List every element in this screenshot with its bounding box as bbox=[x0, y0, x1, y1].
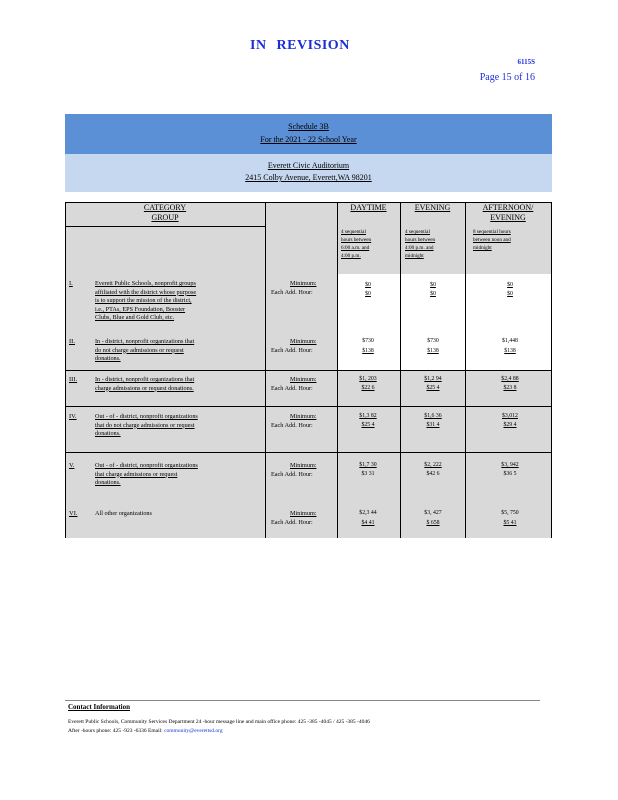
group-header: GROUP bbox=[151, 213, 179, 222]
evening-min: $0 bbox=[430, 282, 436, 288]
daytime-add: $4 41 bbox=[361, 520, 375, 526]
contact-heading: Contact Information bbox=[68, 703, 131, 711]
evening-header: EVENING bbox=[414, 203, 451, 212]
row-roman: III. bbox=[69, 376, 78, 383]
daytime-min: $0 bbox=[365, 282, 371, 288]
daytime-hours-desc: 4 sequential hours between 6:00 a.m. and 4:00 p.m. bbox=[341, 229, 372, 259]
evening-add: $ 658 bbox=[426, 520, 440, 526]
each-add-hour-label: Each Add. Hour: bbox=[271, 347, 313, 354]
footer-divider bbox=[65, 700, 540, 701]
daytime-min: $730 bbox=[362, 338, 374, 344]
each-add-hour-label: Each Add. Hour: bbox=[271, 519, 313, 526]
email-link[interactable]: community@everettsd.org bbox=[164, 728, 223, 734]
row-description: In - district, nonprofit organizations that charge admissions or request donations. bbox=[95, 376, 195, 392]
evening-min: $3, 427 bbox=[424, 510, 442, 516]
each-add-hour-label: Each Add. Hour: bbox=[271, 385, 313, 392]
category-header: CATEGORY bbox=[143, 203, 187, 212]
evening-add: $138 bbox=[427, 348, 439, 354]
evening-min: $1,2 94 bbox=[424, 376, 442, 382]
minimum-label: Minimum: bbox=[290, 510, 317, 517]
daytime-min: $1,7 30 bbox=[359, 462, 377, 468]
afternoon-min: $0 bbox=[507, 282, 513, 288]
evening-add: $31 4 bbox=[426, 422, 440, 428]
afternoon-min: $2,4 88 bbox=[501, 376, 519, 382]
venue-name: Everett Civic Auditorium bbox=[267, 161, 350, 170]
schedule-year: For the 2021 - 22 School Year bbox=[260, 135, 357, 144]
afternoon-add: $5 41 bbox=[503, 520, 517, 526]
evening-min: $2, 222 bbox=[424, 462, 442, 468]
row-roman: V. bbox=[69, 462, 75, 469]
daytime-add: $25 4 bbox=[361, 422, 375, 428]
daytime-add: $138 bbox=[362, 348, 374, 354]
minimum-label: Minimum: bbox=[290, 280, 317, 287]
daytime-min: $2,3 44 bbox=[359, 510, 377, 516]
evening-min: $730 bbox=[427, 338, 439, 344]
rate-table bbox=[65, 202, 552, 538]
afternoon-min: $5, 750 bbox=[501, 510, 519, 516]
afternoon-add: $36 5 bbox=[503, 471, 517, 477]
contact-line-2 bbox=[68, 728, 223, 734]
each-add-hour-label: Each Add. Hour: bbox=[271, 289, 313, 296]
row-description: Out - of - district, nonprofit organizations that charge admissions or request donations. bbox=[95, 462, 198, 486]
row-roman: I. bbox=[69, 280, 73, 287]
page-number: Page 15 of 16 bbox=[479, 72, 535, 83]
afternoon-add: $138 bbox=[504, 348, 516, 354]
afternoon-min: $3,012 bbox=[502, 413, 518, 419]
afternoon-header: AFTERNOON/ bbox=[482, 203, 534, 212]
daytime-add: $0 bbox=[365, 291, 371, 297]
schedule-banner bbox=[65, 114, 552, 154]
afternoon-hours-desc: 8 sequential hours between noon and midnight bbox=[473, 229, 511, 251]
row-description: All other organizations bbox=[95, 510, 152, 517]
venue-address: 2415 Colby Avenue, Everett,WA 98201 bbox=[245, 173, 372, 182]
policy-code: 6115S bbox=[517, 58, 535, 66]
minimum-label: Minimum: bbox=[290, 462, 317, 469]
minimum-label: Minimum: bbox=[290, 338, 317, 345]
afternoon-add: $0 bbox=[507, 291, 513, 297]
row-roman: IV. bbox=[69, 413, 77, 420]
afternoon-min: $1,448 bbox=[502, 338, 518, 344]
daytime-add: $3 31 bbox=[361, 471, 375, 477]
daytime-add: $22 6 bbox=[361, 385, 375, 391]
daytime-header: DAYTIME bbox=[350, 203, 387, 212]
afternoon-add: $29 4 bbox=[503, 422, 517, 428]
minimum-label: Minimum: bbox=[290, 376, 317, 383]
afternoon-add: $23 8 bbox=[503, 385, 517, 391]
row-roman: II. bbox=[69, 338, 75, 345]
evening-add: $25 4 bbox=[426, 385, 440, 391]
each-add-hour-label: Each Add. Hour: bbox=[271, 471, 313, 478]
row-description: In - district, nonprofit organizations that do not charge admissions or request donations. bbox=[95, 338, 195, 362]
row-roman: VI. bbox=[69, 510, 78, 517]
row-description: Out - of - district, nonprofit organizations that do not charge admissions or request donations. bbox=[95, 413, 198, 437]
afternoon-header-line2: EVENING bbox=[490, 213, 526, 222]
contact-line: Everett Public Schools, Community Services Department 24 -hour message line and main office phone: 425 -385 -4045 / 425 -385 -4046 bbox=[68, 719, 370, 725]
daytime-min: $1,3 82 bbox=[359, 413, 377, 419]
evening-add: $0 bbox=[430, 291, 436, 297]
venue-banner bbox=[65, 154, 552, 192]
minimum-label: Minimum: bbox=[290, 413, 317, 420]
evening-hours-desc: 4 sequential hours between 4:00 p.m. and midnight bbox=[405, 229, 436, 259]
evening-min: $1,6 36 bbox=[424, 413, 442, 419]
daytime-min: $1, 203 bbox=[359, 376, 377, 382]
schedule-title: Schedule 3B bbox=[288, 122, 329, 131]
afternoon-min: $3, 942 bbox=[501, 462, 519, 468]
after-hours-text: After -hours phone: 425 -923 -6336 Email: bbox=[68, 728, 163, 734]
each-add-hour-label: Each Add. Hour: bbox=[271, 422, 313, 429]
evening-add: $42 6 bbox=[426, 471, 440, 477]
row-description: Everett Public Schools, nonprofit groups affiliated with the district whose purpose is to support the mission of the district, i.e., PTAs, EPS Foundation, Booster Clubs, Blue and Gold Club, etc. bbox=[95, 280, 197, 321]
revision-title: IN REVISION bbox=[250, 38, 350, 53]
